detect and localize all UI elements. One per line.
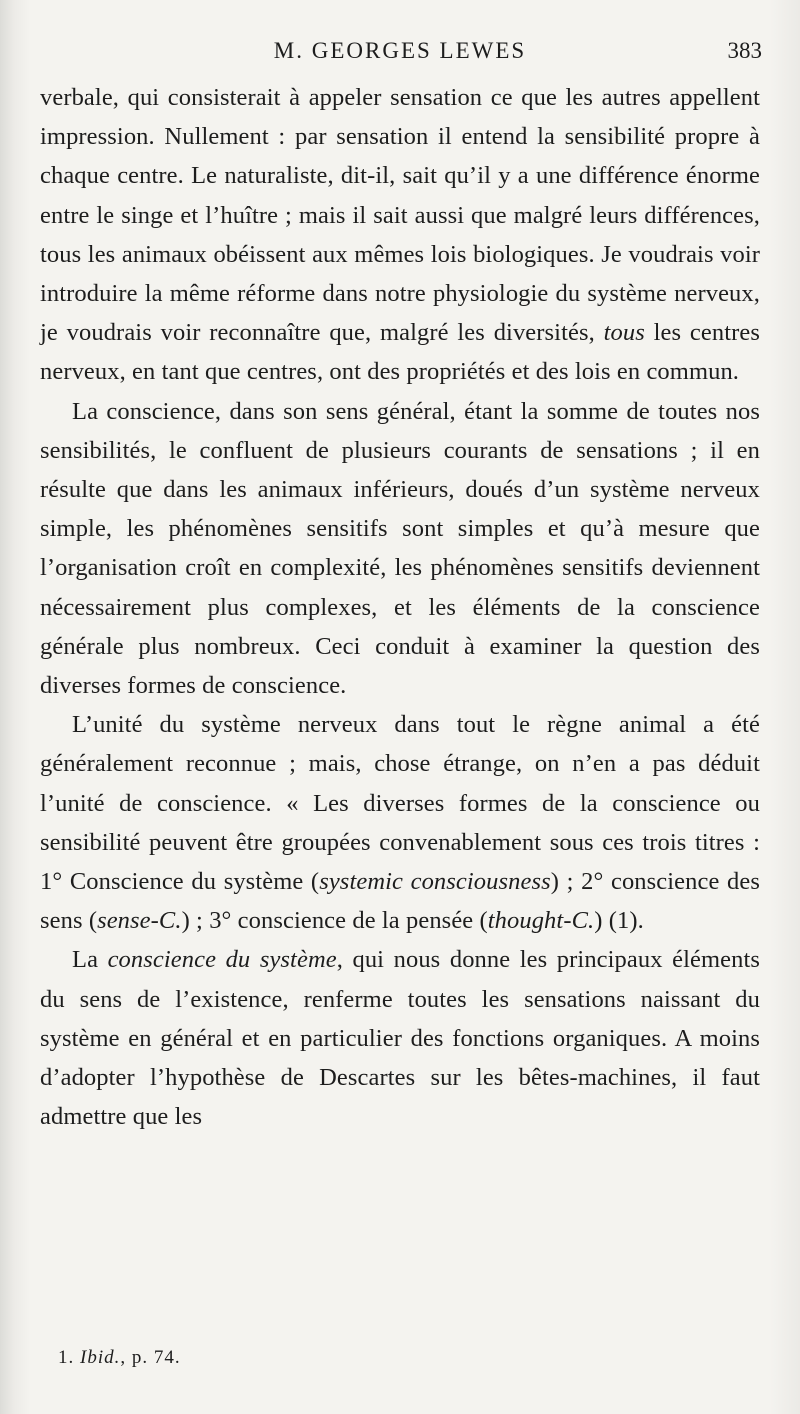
page-number: 383	[727, 38, 762, 63]
footnote-ref: Ibid.	[80, 1347, 121, 1368]
text-segment: ) ; 3° conscience de la pensée (	[181, 907, 488, 935]
italic-text: thought-C.	[487, 907, 595, 935]
page-header	[0, 32, 800, 72]
text-segment: La	[72, 946, 108, 974]
footnote	[58, 1347, 181, 1369]
paragraph	[40, 392, 760, 706]
italic-text: tous	[603, 319, 645, 347]
paragraph	[40, 940, 760, 1136]
text-segment: les centres nerveux, en tant que centres, ont des propriétés et des lois en commun.	[40, 319, 760, 386]
paragraph	[40, 705, 760, 940]
text-segment: La conscience, dans son sens général, étant la somme de toutes nos sensibilités, le confluent de plusieurs courants de sensations ; il en résulte que dans les animaux inférieurs, doués d’un système nerveux simple, les phénomènes sensitifs sont simples et qu’à mesure que l’organisation croît en complexité, les phénomènes sensitifs deviennent nécessairement plus complexes, et les éléments de la conscience générale plus nombreux. Ceci conduit à examiner la question des diverses formes de conscience.	[40, 397, 760, 700]
paragraph	[40, 78, 760, 392]
text-segment: ) ; 2° conscience des sens (	[40, 868, 760, 935]
italic-text: systemic consciousness	[319, 868, 551, 896]
text-segment: , qui nous donne les principaux éléments du sens de l’existence, renferme toutes les sensations naissant du système en général et en particulier des fonctions organiques. A moins d’adopter l’hypothèse de Descartes sur les bêtes-machines, il faut admettre que les	[40, 946, 760, 1131]
body-text	[40, 78, 760, 1136]
text-segment: ) (1).	[594, 907, 644, 935]
italic-text: sense-C.	[97, 907, 182, 935]
italic-text: conscience du système	[107, 946, 337, 974]
text-segment: verbale, qui consisterait à appeler sensation ce que les autres appellent impression. Nullement : par sensation il entend la sensibilité propre à chaque centre. Le naturaliste, dit-il, sait qu’il y a une différence énorme entre le singe et l’huître ; mais il sait aussi que malgré leurs différences, tous les animaux obéissent aux mêmes lois biologiques. Je voudrais voir introduire la même réforme dans notre physiologie du système nerveux, je voudrais voir reconnaître que, malgré les diversités,	[40, 84, 760, 347]
text-segment: L’unité du système nerveux dans tout le règne animal a été généralement reconnue ; mais, chose étrange, on n’en a pas déduit l’unité de conscience. « Les diverses formes de la conscience ou sensibilité peuvent être groupées convenablement sous ces trois titres : 1° Conscience du système (	[40, 711, 760, 896]
footnote-rest: , p. 74.	[120, 1347, 181, 1368]
footnote-number: 1.	[58, 1347, 75, 1368]
running-title: M. GEORGES LEWES	[273, 38, 527, 63]
